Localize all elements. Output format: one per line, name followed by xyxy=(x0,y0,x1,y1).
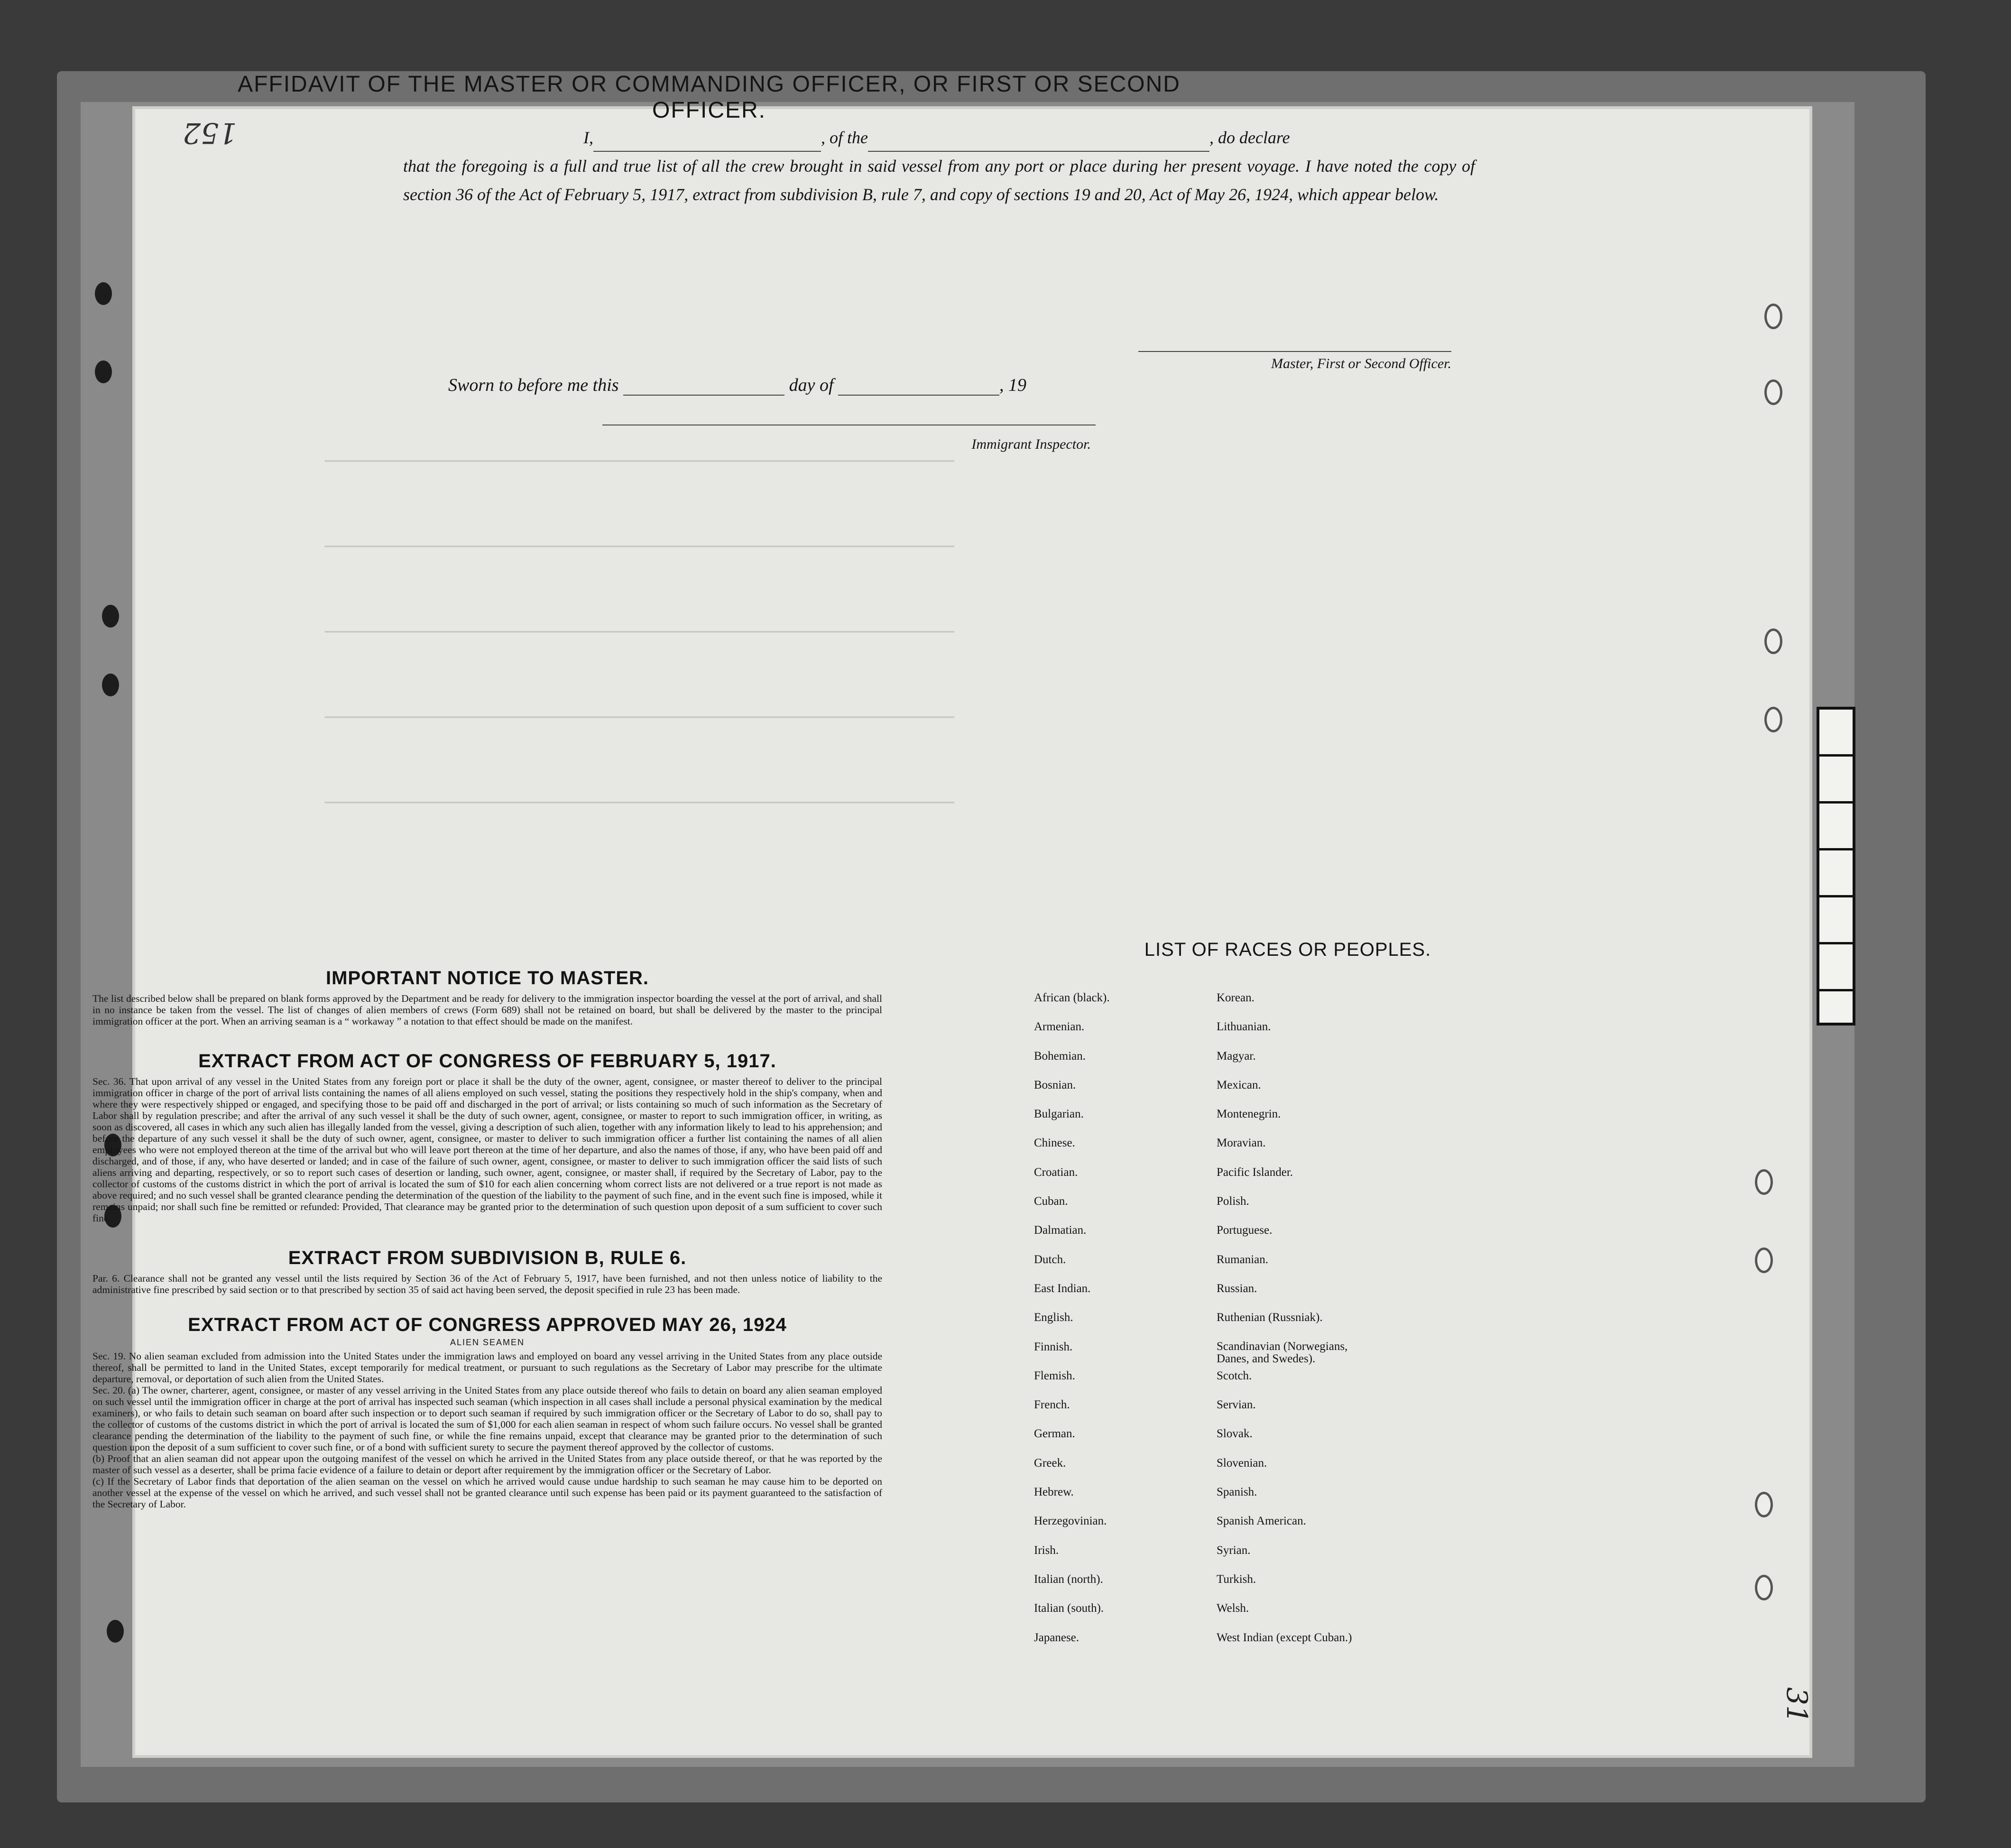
race-item: Polish. xyxy=(1217,1195,1249,1208)
race-item: German. xyxy=(1034,1427,1075,1441)
extract-1924-sec20b: (b) Proof that an alien seaman did not appear upon the outgoing manifest of the vessel on which he arrived in the United States from any place outside thereof, or that he was reported by the master of such vessel as a deserter, shall be prima facie evidence of a failure to detain or deport after requirement by the immigration officer or the Secretary of Labor. xyxy=(92,1453,882,1476)
race-item: Slovenian. xyxy=(1217,1456,1267,1469)
race-item: Montenegrin. xyxy=(1217,1108,1281,1121)
extract-rule6-text: Par. 6. Clearance shall not be granted any vessel until the lists required by Section 36 of the Act of February 5, 1917, have been furnished, and not then unless notice of liability to the administrative fine prescribed by said section or to that prescribed by section 35 of said act having been served, the deposit specified in rule 23 has been made. xyxy=(92,1273,882,1295)
race-item: Mexican. xyxy=(1217,1078,1261,1091)
declaration-statement: that the foregoing is a full and true list of all the crew brought in said vessel from any port or place during her present voyage. I have noted the copy of section 36 of the Act of February 5, 1917, extract from subdivision B, rule 7, and copy of sections 19 and 20, Act of May 26, 1924, which appear below. xyxy=(403,157,1475,204)
race-item: Lithuanian. xyxy=(1217,1020,1271,1034)
race-item: Bohemian. xyxy=(1034,1049,1086,1063)
vessel-field[interactable] xyxy=(868,132,1209,152)
race-item: Cuban. xyxy=(1034,1195,1068,1208)
race-item: French. xyxy=(1034,1398,1070,1412)
of-the-label: , of the xyxy=(821,128,868,147)
race-item: Italian (south). xyxy=(1034,1602,1104,1615)
name-field[interactable] xyxy=(593,132,821,152)
binder-ring-icon xyxy=(1764,707,1782,732)
race-item: Hebrew. xyxy=(1034,1486,1074,1499)
race-item: East Indian. xyxy=(1034,1282,1091,1295)
race-item: Flemish. xyxy=(1034,1369,1075,1382)
master-signature-caption: Master, First or Second Officer. xyxy=(1271,356,1451,371)
legal-extracts xyxy=(92,968,882,1510)
race-item: Russian. xyxy=(1217,1282,1257,1295)
race-item: Japanese. xyxy=(1034,1631,1079,1644)
race-item: Ruthenian (Russniak). xyxy=(1217,1311,1323,1324)
binder-hole xyxy=(95,282,112,305)
race-item: Dutch. xyxy=(1034,1253,1066,1266)
race-item: Greek. xyxy=(1034,1456,1066,1469)
sheet-number-annotation: 31 xyxy=(1780,1687,1814,1724)
binder-ring-icon xyxy=(1764,379,1782,405)
race-item: Korean. xyxy=(1217,991,1255,1004)
race-item: Moravian. xyxy=(1217,1137,1266,1150)
binder-ring-icon xyxy=(1755,1492,1773,1517)
notice-title: IMPORTANT NOTICE TO MASTER. xyxy=(325,968,649,989)
race-item: Bosnian. xyxy=(1034,1078,1076,1091)
day-of-label: day of xyxy=(789,375,834,395)
extract-1924-subtitle: ALIEN SEAMEN xyxy=(450,1338,525,1347)
race-item: African (black). xyxy=(1034,991,1110,1004)
races-list-right xyxy=(1217,991,1473,1660)
race-item: Armenian. xyxy=(1034,1020,1085,1034)
race-item: Irish. xyxy=(1034,1543,1059,1557)
extract-1924-sec19: Sec. 19. No alien seaman excluded from admission into the United States under the immigration laws and employed on board any vessel arriving in the United States from any place outside thereof, shall be permitted to land in the United States, except temporarily for medical treatment, or pursuant to such regulations as the Secretary of Labor may prescribe for the ultimate departure, removal, or deportation of such alien from the United States. xyxy=(92,1350,882,1385)
race-item: West Indian (except Cuban.) xyxy=(1217,1631,1352,1644)
binder-ring-icon xyxy=(1755,1247,1773,1273)
notice-text: The list described below shall be prepared on blank forms approved by the Department and be ready for delivery to the immigration inspector boarding the vessel at the port of arrival, and shall in no instance be taken from the vessel. The list of changes of alien members of crews (Form 689) shall not be retained on board, but shall be delivered by the master to the principal immigration officer at the port. When an arriving seaman is a “ workaway ” a notation to that effect should be made on the manifest. xyxy=(92,993,882,1027)
binder-ring-icon xyxy=(1755,1575,1773,1600)
binder-hole xyxy=(102,674,119,696)
binder-hole xyxy=(95,360,112,383)
binder-ring-icon xyxy=(1764,304,1782,329)
do-declare-label: , do declare xyxy=(1209,128,1290,147)
race-item: Scotch. xyxy=(1217,1369,1252,1382)
race-item: Italian (north). xyxy=(1034,1572,1103,1586)
race-item: Dalmatian. xyxy=(1034,1224,1087,1237)
race-item: Bulgarian. xyxy=(1034,1108,1084,1121)
race-item: Magyar. xyxy=(1217,1049,1256,1063)
races-list-left xyxy=(1034,991,1214,1660)
page-number-annotation: 152 xyxy=(183,116,237,149)
binder-hole xyxy=(107,1620,124,1643)
race-item: Herzegovinian. xyxy=(1034,1515,1107,1528)
extract-1917-text: Sec. 36. That upon arrival of any vessel in the United States from any foreign port or place it shall be the duty of the owner, agent, consignee, or master thereof to deliver to the principal immigration officer in charge of the port of arrival lists containing the names of all aliens employed on such vessel, stating the positions they respectively hold in the ship's company, when and where they were respectively shipped or engaged, and specifying those to be paid off and discharged in the port of arrival; or lists containing so much of such information as the Secretary of Labor shall by regulation prescribe; and after the arrival of any such vessel it shall be the duty of such owner, agent, consignee, or master to report to such immigration officer, in writing, as soon as discovered, all cases in which any such alien has illegally landed from the vessel, giving a description of such alien, together with any information likely to lead to his apprehension; and before the departure of any such vessel it shall be the duty of such owner, agent, consignee, or master to deliver to such immigration officer a further list containing the names of all alien employees who were not employed thereon at the time of the arrival but who will leave port thereon at the time of her departure, and also the names of those, if any, who have been paid off and discharged, and of those, if any, who have deserted or landed; and in case of the failure of such owner, agent, consignee, or master to deliver to such immigration officer the said lists of such aliens arriving and departing, respectively, or so to report such cases of desertion or landing, such owner, agent, consignee, or master shall, if required by the Secretary of Labor, pay to the collector of customs of the customs district in which the port of arrival is located the sum of $10 for each alien concerning whom correct lists are not delivered or a true report is not made as above required; and no such vessel shall be granted clearance pending the determination of the question of the liability to the payment of such fine, and in the event such fine is imposed, while it remains unpaid; nor shall such fine be remitted or refunded: Provided, That clearance may be granted prior to the determination of such question upon deposit of a sum sufficient to cover such fine. xyxy=(92,1076,882,1224)
race-item: Spanish. xyxy=(1217,1486,1257,1499)
inspector-caption: Immigrant Inspector. xyxy=(971,436,1091,452)
race-item: Slovak. xyxy=(1217,1427,1253,1441)
word-i: I, xyxy=(583,128,593,147)
affidavit-declaration xyxy=(403,123,1475,209)
sworn-prefix: Sworn to before me this xyxy=(448,375,619,395)
year-prefix: , 19 xyxy=(999,375,1027,395)
race-item: Croatian. xyxy=(1034,1165,1078,1179)
affidavit-page: ────────────────────────────────────────────────────────── ────────────────────────────────────────────────────────── ────────────────────────────────────────────────────────── ────────────────────────────────────────────────────────── ────────────────────────────────────────────────────────── xyxy=(135,109,1809,1755)
extract-1924-sec20c: (c) If the Secretary of Labor finds that deportation of the alien seaman on the vessel on which he arrived would cause undue hardship to such seaman he may cause him to be deported on another vessel at the expense of the vessel on which he arrived, and such vessel shall not be granted clearance until such expense has been paid or its payment guaranteed to the satisfaction of the Secretary of Labor. xyxy=(92,1476,882,1510)
binder-ring-icon xyxy=(1755,1169,1773,1195)
sworn-statement xyxy=(448,375,1026,396)
sworn-day-field[interactable] xyxy=(623,376,784,396)
race-item: Portuguese. xyxy=(1217,1224,1273,1237)
binder-ring-icon xyxy=(1764,628,1782,654)
extract-1924-title: EXTRACT FROM ACT OF CONGRESS APPROVED MAY 26, 1924 xyxy=(188,1314,787,1335)
race-item: Syrian. xyxy=(1217,1543,1251,1557)
race-item: Turkish. xyxy=(1217,1572,1256,1586)
extract-rule6-title: EXTRACT FROM SUBDIVISION B, RULE 6. xyxy=(288,1247,687,1268)
race-item: Servian. xyxy=(1217,1398,1256,1412)
races-title: LIST OF RACES OR PEOPLES. xyxy=(1144,939,1431,960)
race-item: Finnish. xyxy=(1034,1340,1073,1353)
race-item: Rumanian. xyxy=(1217,1253,1269,1266)
binder-hole xyxy=(102,605,119,628)
extract-1924-sec20a: Sec. 20. (a) The owner, charterer, agent, consignee, or master of any vessel arriving in the United States from any place outside thereof who fails to detain on board any alien seaman employed on such vessel until the immigration officer in charge at the port of arrival has inspected such seaman (which inspection in all cases shall include a personal physical examination by the medical examiners), or who fails to detain such seaman on board after such inspection or to deport such seaman if required by such immigration officer or the Secretary of Labor to do so, shall pay to the collector of customs of the customs district in which the port of arrival is located the sum of $1,000 for each alien seaman in respect of whom such failure occurs. No vessel shall be granted clearance pending the determination of the liability to the payment of such fine, or while the fine remains unpaid, except that clearance may be granted prior to the determination of such question upon the deposit of a sum sufficient to cover such fine, or of a bond with sufficient surety to secure the payment thereof approved by the collector of customs. xyxy=(92,1385,882,1453)
extract-1917-title: EXTRACT FROM ACT OF CONGRESS OF FEBRUARY 5, 1917. xyxy=(198,1051,776,1072)
sworn-month-field[interactable] xyxy=(838,376,999,396)
race-item: English. xyxy=(1034,1311,1073,1324)
race-item: Welsh. xyxy=(1217,1602,1249,1615)
race-item: Scandinavian (Norwegians, Danes, and Swedes). xyxy=(1217,1340,1348,1365)
master-signature-line[interactable] xyxy=(1138,351,1451,352)
race-item: Spanish American. xyxy=(1217,1515,1306,1528)
affidavit-title: AFFIDAVIT OF THE MASTER OR COMMANDING OFFICER, OR FIRST OR SECOND OFFICER. xyxy=(238,72,1181,123)
index-tab xyxy=(1817,707,1855,1026)
race-item: Pacific Islander. xyxy=(1217,1165,1293,1179)
race-item: Chinese. xyxy=(1034,1137,1075,1150)
